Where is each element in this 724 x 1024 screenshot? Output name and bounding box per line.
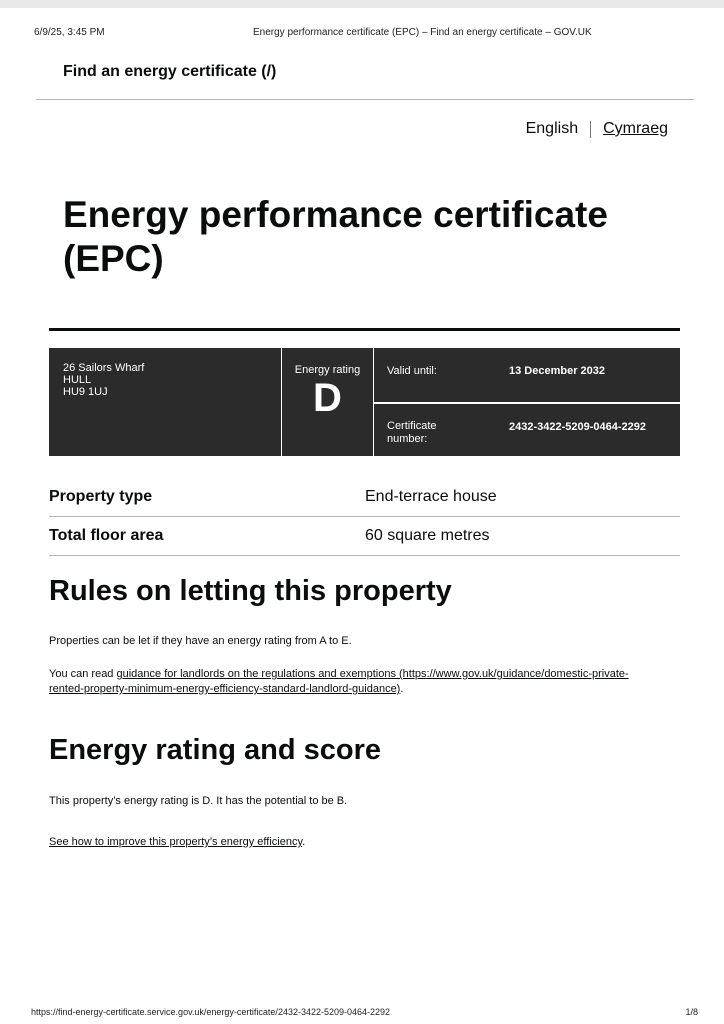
floor-area-key: Total floor area [49,527,164,544]
language-english: English [525,120,579,137]
property-type-row [49,478,680,517]
print-footer-url: https://find-energy-certificate.service.gov.uk/energy-certificate/2432-3422-5209-0464-2292 [31,1007,391,1017]
language-welsh-link[interactable]: Cymraeg [603,120,668,137]
floor-area-value: 60 square metres [365,527,490,544]
property-type-value: End-terrace house [365,488,497,505]
language-switcher [526,120,668,138]
certificate-number-label: Certificate number: [387,420,437,445]
print-page-number: 1/8 [685,1007,698,1017]
energy-rating-text: This property’s energy rating is D. It has the potential to be B. [49,795,348,807]
letting-rules-heading: Rules on letting this property [49,575,452,607]
energy-rating-letter: D [313,376,342,420]
valid-until-row [373,348,680,404]
address-line-2: HULL [63,374,92,386]
improve-link-suffix: . [302,836,306,848]
top-edge-bar [0,0,724,8]
certificate-number-row [373,404,680,456]
page-title: Energy performance certificate (EPC) [63,194,608,279]
improve-efficiency-paragraph [49,835,659,850]
property-type-key: Property type [49,488,153,505]
energy-rating-heading: Energy rating and score [49,734,381,766]
floor-area-row [49,517,680,556]
title-divider [49,328,680,331]
service-name-link[interactable]: Find an energy certificate (/) [63,63,277,80]
header-divider [36,99,694,100]
letting-rules-text: Properties can be let if they have an energy rating from A to E. [49,635,352,647]
print-page-title: Energy performance certificate (EPC) – Find an energy certificate – GOV.UK [253,27,592,38]
property-address [63,362,144,398]
energy-rating-cell [281,348,374,456]
property-summary-list [49,478,680,556]
guidance-suffix: . [400,683,404,695]
guidance-prefix: You can read [49,668,117,680]
address-line-1: 26 Sailors Wharf [63,362,145,374]
valid-until-label: Valid until: [387,365,437,377]
landlord-guidance-text [49,667,659,697]
address-line-3: HU9 1UJ [63,386,108,398]
energy-rating-label: Energy rating [294,364,361,376]
print-datetime: 6/9/25, 3:45 PM [34,27,105,38]
certificate-number-value: 2432-3422-5209-0464-2292 [509,421,647,433]
epc-summary-box [49,348,680,456]
landlord-guidance-link[interactable]: guidance for landlords on the regulations and exemptions (https://www.gov.uk/guidance/domestic-private-rented-property-minimum-energy-efficiency-standard-landlord-guidance) [49,668,629,695]
improve-efficiency-link[interactable]: See how to improve this property’s energy efficiency [49,836,303,848]
valid-until-value: 13 December 2032 [509,365,606,377]
language-separator [590,121,591,138]
